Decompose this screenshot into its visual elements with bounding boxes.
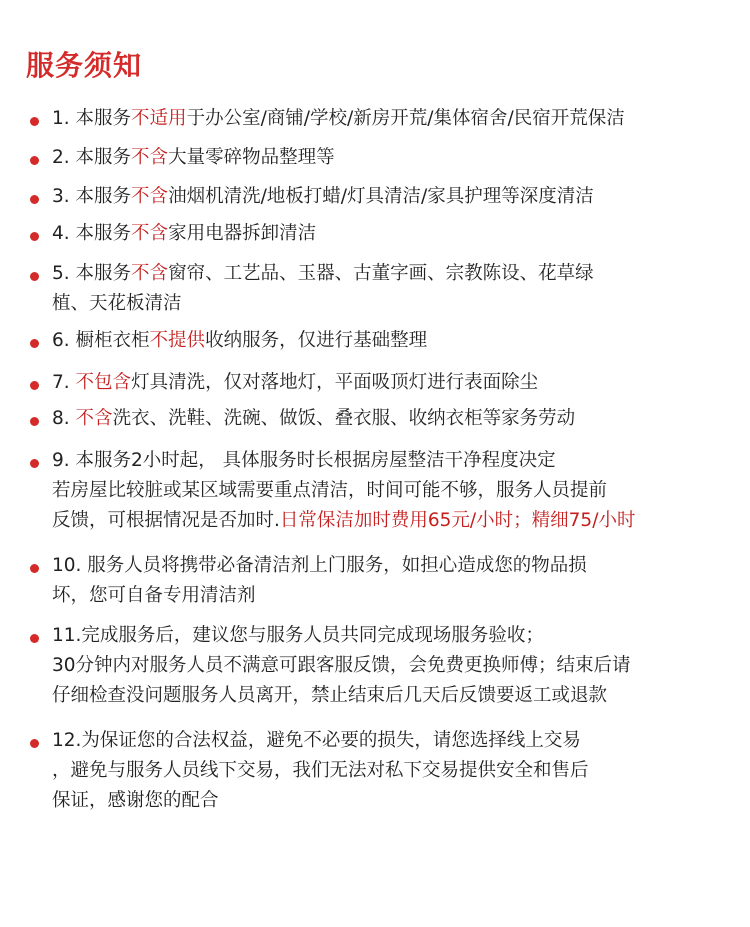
notice-text: 4. 本服务 xyxy=(52,223,132,244)
bullet-dot xyxy=(30,156,39,165)
bullet-dot xyxy=(30,117,39,126)
notice-line xyxy=(52,506,635,536)
bullet-dot xyxy=(30,564,39,573)
notice-item-9 xyxy=(52,446,635,536)
notice-text: 灯具清洗，仅对落地灯，平面吸顶灯进行表面除尘 xyxy=(131,372,539,393)
highlight-text: 不含 xyxy=(75,408,113,429)
highlight-text: 不适用 xyxy=(131,108,187,129)
notice-text: 5. 本服务 xyxy=(52,263,132,284)
notice-text: 收纳服务，仅进行基础整理 xyxy=(205,330,428,351)
notice-text: 仔细检查没问题服务人员离开，禁止结束后几天后反馈要返工或退款 xyxy=(52,685,608,706)
notice-text: 11.完成服务后，建议您与服务人员共同完成现场服务验收； xyxy=(52,625,544,646)
bullet-dot xyxy=(30,272,39,281)
notice-text: 植、天花板清洁 xyxy=(52,293,182,314)
notice-item-6 xyxy=(52,326,427,356)
bullet-dot xyxy=(30,459,39,468)
notice-text: 10. 服务人员将携带必备清洁剂上门服务，如担心造成您的物品损 xyxy=(52,555,587,576)
notice-line xyxy=(52,786,589,816)
notice-text: 8. xyxy=(52,408,76,429)
bullet-dot xyxy=(30,739,39,748)
page-title: 服务须知 xyxy=(26,49,143,82)
notice-text: 保证，感谢您的配合 xyxy=(52,790,219,811)
notice-text: 2. 本服务 xyxy=(52,147,132,168)
notice-text: 12.为保证您的合法权益，避免不必要的损失，请您选择线上交易 xyxy=(52,730,581,751)
notice-item-1 xyxy=(52,104,625,134)
notice-line xyxy=(52,551,587,581)
highlight-text: 不含 xyxy=(131,223,169,244)
notice-line xyxy=(52,446,635,476)
notice-text: ，避免与服务人员线下交易，我们无法对私下交易提供安全和售后 xyxy=(52,760,589,781)
notice-item-2 xyxy=(52,143,335,173)
notice-text: 于办公室/商铺/学校/新房开荒/集体宿舍/民宿开荒保洁 xyxy=(186,108,625,129)
notice-text: 洗衣、洗鞋、洗碗、做饭、叠衣服、收纳衣柜等家务劳动 xyxy=(112,408,576,429)
notice-line xyxy=(52,681,631,711)
bullet-dot xyxy=(30,232,39,241)
notice-text: 油烟机清洗/地板打蜡/灯具清洁/家具护理等深度清洁 xyxy=(168,186,594,207)
bullet-dot xyxy=(30,634,39,643)
notice-text: 1. 本服务 xyxy=(52,108,132,129)
notice-item-4 xyxy=(52,219,316,249)
notice-line xyxy=(52,651,631,681)
notice-line xyxy=(52,581,587,611)
bullet-dot xyxy=(30,339,39,348)
notice-text: 若房屋比较脏或某区域需要重点清洁，时间可能不够，服务人员提前 xyxy=(52,480,608,501)
notice-item-5 xyxy=(52,259,594,319)
notice-text: 坏，您可自备专用清洁剂 xyxy=(52,585,256,606)
notice-line xyxy=(52,104,625,134)
notice-line xyxy=(52,756,589,786)
notice-item-10 xyxy=(52,551,587,611)
highlight-text: 不提供 xyxy=(149,330,206,351)
notice-text: 6. 橱柜衣柜 xyxy=(52,330,150,351)
bullet-dot xyxy=(30,417,39,426)
notice-text: 大量零碎物品整理等 xyxy=(168,147,335,168)
notice-line xyxy=(52,368,538,398)
highlight-text: 不含 xyxy=(131,147,169,168)
notice-line xyxy=(52,404,575,434)
notice-text: 9. 本服务2小时起， 具体服务时长根据房屋整洁干净程度决定 xyxy=(52,450,556,471)
highlight-text: 不包含 xyxy=(75,372,132,393)
notice-text: 家用电器拆卸清洁 xyxy=(168,223,317,244)
highlight-text: 不含 xyxy=(131,186,169,207)
notice-item-11 xyxy=(52,621,631,711)
notice-line xyxy=(52,621,631,651)
notice-line xyxy=(52,143,335,173)
notice-line xyxy=(52,476,635,506)
bullet-dot xyxy=(30,195,39,204)
notice-item-12 xyxy=(52,726,589,816)
notice-item-7 xyxy=(52,368,538,398)
notice-line xyxy=(52,289,594,319)
notice-text: 3. 本服务 xyxy=(52,186,132,207)
notice-text: 7. xyxy=(52,372,76,393)
notice-line xyxy=(52,726,589,756)
notice-text: 30分钟内对服务人员不满意可跟客服反馈，会免费更换师傅；结束后请 xyxy=(52,655,631,676)
notice-line xyxy=(52,219,316,249)
notice-line xyxy=(52,182,594,212)
notice-item-3 xyxy=(52,182,594,212)
bullet-dot xyxy=(30,381,39,390)
notice-item-8 xyxy=(52,404,575,434)
highlight-text: 日常保洁加时费用65元/小时；精细75/小时 xyxy=(279,510,636,531)
notice-text: 窗帘、工艺品、玉器、古董字画、宗教陈设、花草绿 xyxy=(168,263,594,284)
highlight-text: 不含 xyxy=(131,263,169,284)
notice-line xyxy=(52,326,427,356)
notice-line xyxy=(52,259,594,289)
notice-text: 反馈，可根据情况是否加时. xyxy=(52,510,280,531)
